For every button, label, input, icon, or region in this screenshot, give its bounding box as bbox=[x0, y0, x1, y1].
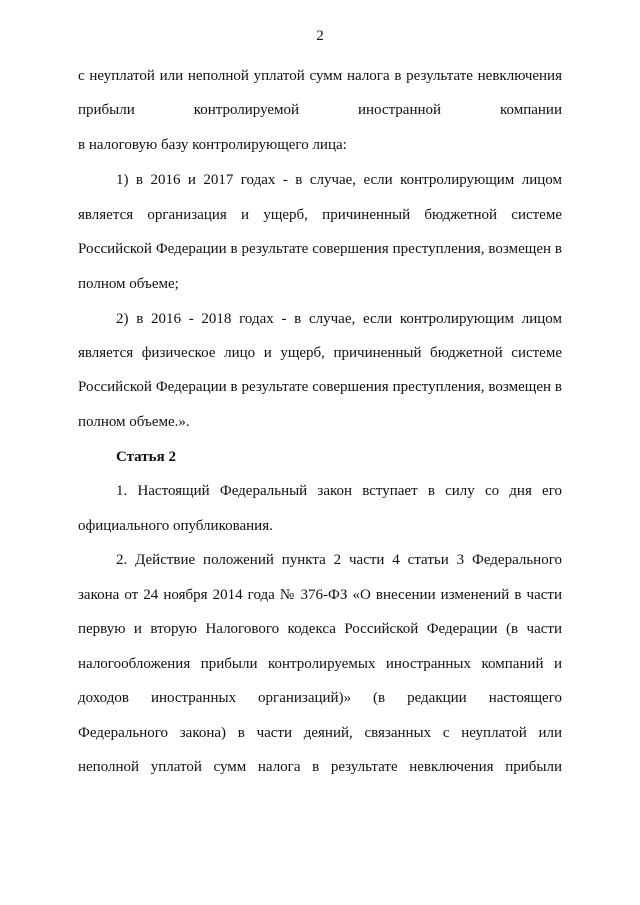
word: иностранных bbox=[150, 690, 237, 706]
text-line: Российской Федерации в результате совершения преступления, возмещен в bbox=[78, 379, 562, 395]
text-line: является физическое лицо и ущерб, причиненный бюджетной системе bbox=[78, 345, 562, 361]
text-line: неполной уплатой сумм налога в результате невключения прибыли bbox=[78, 759, 562, 775]
word: компании bbox=[499, 102, 562, 118]
text-line: 1) в 2016 и 2017 годах - в случае, если контролирующим лицом bbox=[116, 172, 562, 188]
text-line-spread bbox=[78, 688, 562, 708]
text-line: является организация и ущерб, причиненный бюджетной системе bbox=[78, 207, 562, 223]
text-line: закона от 24 ноября 2014 года № 376-ФЗ «О внесении изменений в части bbox=[78, 587, 562, 603]
text-line: Российской Федерации в результате совершения преступления, возмещен в bbox=[78, 241, 562, 257]
word: (в bbox=[373, 690, 386, 706]
text-line: 2) в 2016 - 2018 годах - в случае, если контролирующим лицом bbox=[116, 311, 562, 327]
word: прибыли bbox=[78, 102, 135, 118]
word: иностранной bbox=[357, 102, 442, 118]
article-heading: Статья 2 bbox=[116, 449, 176, 465]
text-line-spread bbox=[78, 100, 562, 120]
text-line: Федерального закона) в части деяний, связанных с неуплатой или bbox=[78, 725, 562, 741]
text-line: первую и вторую Налогового кодекса Российской Федерации (в части bbox=[78, 621, 562, 637]
text-line: официального опубликования. bbox=[78, 518, 273, 534]
word: редакции bbox=[407, 690, 467, 706]
text-line: с неуплатой или неполной уплатой сумм налога в результате невключения bbox=[78, 68, 562, 84]
word: организаций)» bbox=[258, 690, 352, 706]
text-line: 1. Настоящий Федеральный закон вступает в силу со дня его bbox=[116, 483, 562, 499]
text-line: полном объеме.». bbox=[78, 414, 190, 430]
word: настоящего bbox=[488, 690, 562, 706]
word: контролируемой bbox=[193, 102, 300, 118]
text-line: полном объеме; bbox=[78, 276, 179, 292]
text-line: налогообложения прибыли контролируемых иностранных компаний и bbox=[78, 656, 562, 672]
text-line: 2. Действие положений пункта 2 части 4 статьи 3 Федерального bbox=[116, 552, 562, 568]
page-number: 2 bbox=[316, 28, 324, 44]
word: доходов bbox=[78, 690, 129, 706]
text-line: в налоговую базу контролирующего лица: bbox=[78, 137, 347, 153]
